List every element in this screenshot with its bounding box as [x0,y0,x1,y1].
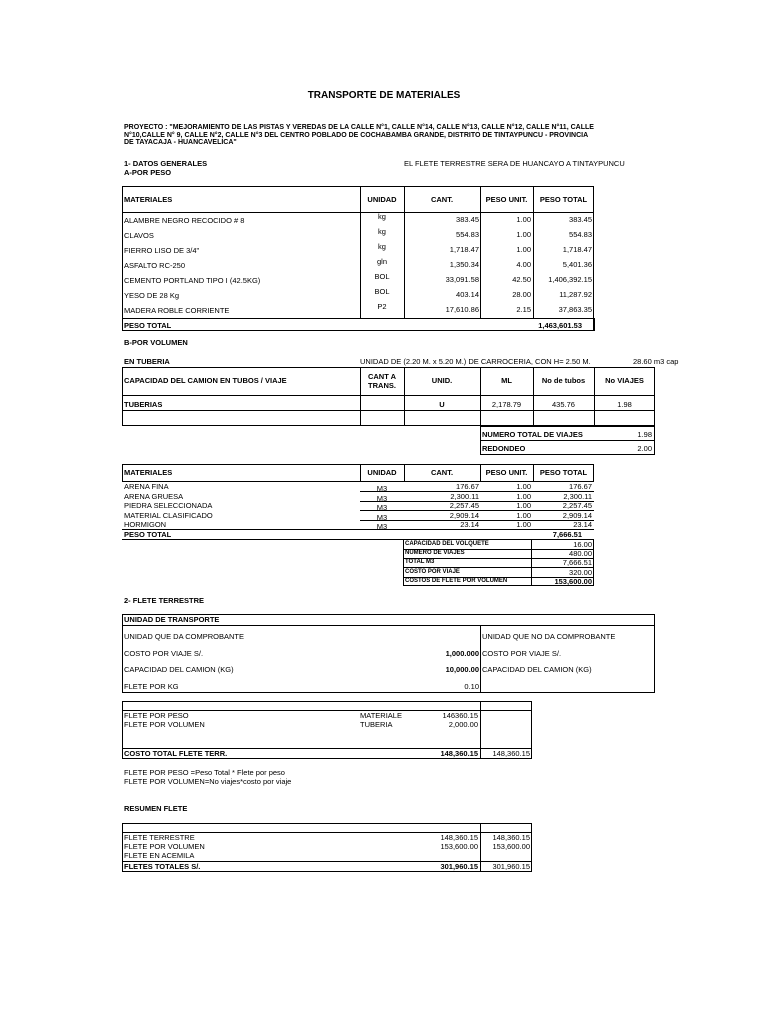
vol-header-unidad: UNIDAD [367,468,397,477]
peso-row-unidad: kg [378,212,386,221]
resumen-row-label: FLETE EN ACEMILA [124,851,195,860]
resumen-total-value: 301,960.15 [440,862,478,871]
peso-row-peso-total: 5,401.36 [562,260,592,269]
peso-total-value: 1,463,601.53 [538,321,582,330]
vol-row-cant: 2,257.45 [449,501,479,510]
peso-row-unidad: gln [376,257,387,266]
peso-row-peso-unit: 1.00 [516,215,531,224]
costo-row-volumen-type: TUBERIA [360,720,393,729]
vol-row-material: HORMIGON [124,520,167,529]
peso-row-cant: 403.14 [456,290,479,299]
calc-row-value: 7,666.51 [562,558,592,568]
page-title: TRANSPORTE DE MATERIALES [307,90,461,101]
vol-row-cant: 2,909.14 [449,510,479,520]
tuberia-header-cant: CANT A TRANS. [367,372,397,390]
tuberia-row-tubos: 435.76 [552,400,575,409]
resumen-row-value-2: 148,360.15 [492,833,530,842]
peso-row-peso-total: 11,287.92 [559,290,592,299]
peso-header-peso-unit: PESO UNIT. [485,195,528,204]
capacidad-camion-label: CAPACIDAD DEL CAMION (KG) [124,665,234,674]
section-flete-terrestre: 2- FLETE TERRESTRE [124,596,205,605]
peso-row-cant: 17,610.86 [445,305,479,314]
costo-row-volumen-label: FLETE POR VOLUMEN [124,720,205,729]
costo-row-peso-label: FLETE POR PESO [124,711,189,720]
resumen-row-value: 148,360.15 [440,833,478,842]
calc-row-value: 153,600.00 [554,576,592,586]
costo-row-volumen-value: 2,000.00 [448,720,478,729]
peso-row-peso-total: 1,406,392.15 [548,275,592,284]
flete-kg-value: 0.10 [464,682,479,691]
vol-row-peso-unit: 1.00 [516,491,531,501]
project-description: PROYECTO : "MEJORAMIENTO DE LAS PISTAS Y VEREDAS DE LA CALLE N°1, CALLE N°14, CALLE N°13, CALLE N°12, CALLE N°11, CALLE N°10,CALLE N° 9, CALLE N°2, CALLE N°3 DEL CENTRO POBLADO DE COCHABAMBA GRANDE, DISTRITO DE TINTAYPUNCU - PROVINCIA DE TAYACAJA - HUANCAVELICA" [124,124,594,146]
costo-row-peso-value: 146360.15 [442,711,478,720]
peso-header-materiales: MATERIALES [124,195,173,204]
section-resumen-flete: RESUMEN FLETE [124,804,188,813]
calc-row-label: TOTAL M3 [405,559,435,566]
peso-row-material: YESO DE 28 Kg [124,291,180,300]
peso-row-cant: 1,718.47 [449,245,479,254]
redondeo-value: 2.00 [637,444,652,453]
peso-row-peso-total: 383.45 [569,215,592,224]
vol-row-peso-unit: 1.00 [516,510,531,520]
vol-row-material: ARENA FINA [124,482,169,491]
capacidad-camion-value: 10,000.00 [445,665,479,674]
tuberia-header-viajes: No VIAJES [605,376,644,385]
resumen-row-value: 153,600.00 [440,842,478,851]
peso-header-cant: CANT. [430,195,454,204]
unidad-carroceria-note: UNIDAD DE (2.20 M. x 5.20 M.) DE CARROCERIA, CON H= 2.50 M. [360,357,591,366]
peso-row-peso-unit: 1.00 [516,230,531,239]
resumen-row-label: FLETE TERRESTRE [124,833,195,842]
resumen-row-value-2: 153,600.00 [492,842,530,851]
peso-row-peso-unit: 1.00 [516,245,531,254]
num-viajes-value: 1.98 [637,430,652,439]
flete-kg-label: FLETE POR KG [124,682,179,691]
vol-total-value: 7,666.51 [552,530,582,539]
costo-viaje-label: COSTO POR VIAJE S/. [124,649,204,658]
peso-row-unidad: BOL [374,287,390,296]
vol-row-peso-unit: 1.00 [516,501,531,510]
tuberia-header-unid: UNID. [431,376,453,385]
unidad-no-comprobante-label: UNIDAD QUE NO DA COMPROBANTE [482,632,616,641]
unidad-transporte-header: UNIDAD DE TRANSPORTE [124,615,220,624]
flete-note: EL FLETE TERRESTRE SERA DE HUANCAYO A TINTAYPUNCU [404,159,625,168]
vol-header-materiales: MATERIALES [124,468,173,477]
calc-row-label: COSTO POR VIAJE [405,568,460,575]
peso-row-peso-total: 37,863.35 [558,305,592,314]
peso-header-peso-total: PESO TOTAL [539,195,588,204]
tuberia-row-label: TUBERIAS [124,400,163,409]
calc-row-label: COSTOS DE FLETE POR VOLUMEN [405,577,508,584]
vol-row-cant: 176.67 [456,482,479,491]
peso-row-unidad: BOL [374,272,390,281]
peso-row-cant: 383.45 [456,215,479,224]
peso-row-cant: 554.83 [456,230,479,239]
vol-row-unidad: M3 [376,503,388,512]
peso-row-unidad: kg [378,242,386,251]
vol-row-unidad: M3 [376,493,388,503]
tuberia-header-ml: ML [501,376,512,385]
vol-row-peso-unit: 1.00 [516,482,531,491]
capacity-note: 28.60 m3 cap [633,357,679,366]
vol-row-material: ARENA GRUESA [124,491,184,501]
costo-viaje-right-label: COSTO POR VIAJE S/. [482,649,562,658]
tuberia-header-tubos: No de tubos [541,376,586,385]
vol-row-peso-unit: 1.00 [516,520,531,529]
peso-row-material: CEMENTO PORTLAND TIPO I (42.5KG) [124,276,261,285]
peso-row-cant: 1,350.34 [449,260,479,269]
costo-viaje-value: 1,000.000 [445,649,479,658]
vol-row-material: MATERIAL CLASIFICADO [124,510,213,520]
peso-row-material: ALAMBRE NEGRO RECOCIDO # 8 [124,216,245,225]
calc-row-value: 480.00 [569,549,592,559]
formula-volumen: FLETE POR VOLUMEN=No viajes*costo por viaje [124,777,292,786]
peso-row-material: ASFALTO RC-250 [124,261,185,270]
section-por-volumen: B-POR VOLUMEN [124,338,188,347]
resumen-total-value-2: 301,960.15 [492,862,530,871]
tuberia-header-capacidad: CAPACIDAD DEL CAMION EN TUBOS / VIAJE [124,376,287,385]
tuberia-row-viajes: 1.98 [617,400,632,409]
vol-row-peso-total: 176.67 [569,482,592,491]
peso-total-label: PESO TOTAL [124,321,172,330]
calc-row-value: 16.00 [573,540,592,549]
tuberia-row-ml: 2,178.79 [491,400,522,409]
peso-row-material: CLAVOS [124,231,154,240]
peso-header-unidad: UNIDAD [367,195,397,204]
vol-total-label: PESO TOTAL [124,530,172,539]
vol-row-unidad: M3 [376,512,388,522]
peso-row-peso-total: 1,718.47 [562,245,592,254]
peso-row-material: MADERA ROBLE CORRIENTE [124,306,230,315]
vol-row-peso-total: 2,257.45 [562,501,592,510]
vol-row-cant: 23.14 [460,520,479,529]
vol-header-peso-total: PESO TOTAL [539,468,588,477]
peso-row-peso-unit: 4.00 [516,260,531,269]
peso-row-material: FIERRO LISO DE 3/4" [124,246,200,255]
peso-row-peso-unit: 28.00 [512,290,531,299]
vol-header-peso-unit: PESO UNIT. [485,468,528,477]
resumen-total-label: FLETES TOTALES S/. [124,862,201,871]
calc-row-value: 320.00 [569,567,592,577]
peso-row-unidad: P2 [377,302,387,311]
vol-header-cant: CANT. [430,468,454,477]
peso-row-cant: 33,091.58 [445,275,479,284]
vol-row-cant: 2,300.11 [450,491,479,501]
en-tuberia-label: EN TUBERIA [124,357,170,366]
tuberia-row-unid: U [439,400,445,409]
calc-row-label: CAPACIDAD DEL VOLQUETE [405,541,489,547]
section-datos-generales: 1- DATOS GENERALES [124,159,208,168]
section-por-peso: A-POR PESO [124,168,172,177]
costo-total-label: COSTO TOTAL FLETE TERR. [124,749,228,758]
capacidad-camion-right-label: CAPACIDAD DEL CAMION (KG) [482,665,592,674]
calc-row-label: NUMERO DE VIAJES [405,550,465,557]
redondeo-label: REDONDEO [482,444,526,453]
vol-row-peso-total: 2,300.11 [563,491,592,501]
vol-row-unidad: M3 [376,484,388,493]
peso-row-unidad: kg [378,227,386,236]
vol-row-unidad: M3 [376,522,388,531]
costo-total-value-2: 148,360.15 [492,749,530,758]
formula-peso: FLETE POR PESO =Peso Total * Flete por peso [124,768,285,777]
unidad-comprobante-label: UNIDAD QUE DA COMPROBANTE [124,632,245,641]
peso-row-peso-unit: 42.50 [512,275,531,284]
num-viajes-label: NUMERO TOTAL DE VIAJES [482,430,583,439]
vol-row-material: PIEDRA SELECCIONADA [124,501,213,510]
vol-row-peso-total: 2,909.14 [562,510,592,520]
costo-row-peso-type: MATERIALE [360,711,402,720]
resumen-row-label: FLETE POR VOLUMEN [124,842,205,851]
peso-row-peso-unit: 2.15 [516,305,531,314]
peso-row-peso-total: 554.83 [569,230,592,239]
vol-row-peso-total: 23.14 [573,520,592,529]
costo-total-value: 148,360.15 [440,749,478,758]
